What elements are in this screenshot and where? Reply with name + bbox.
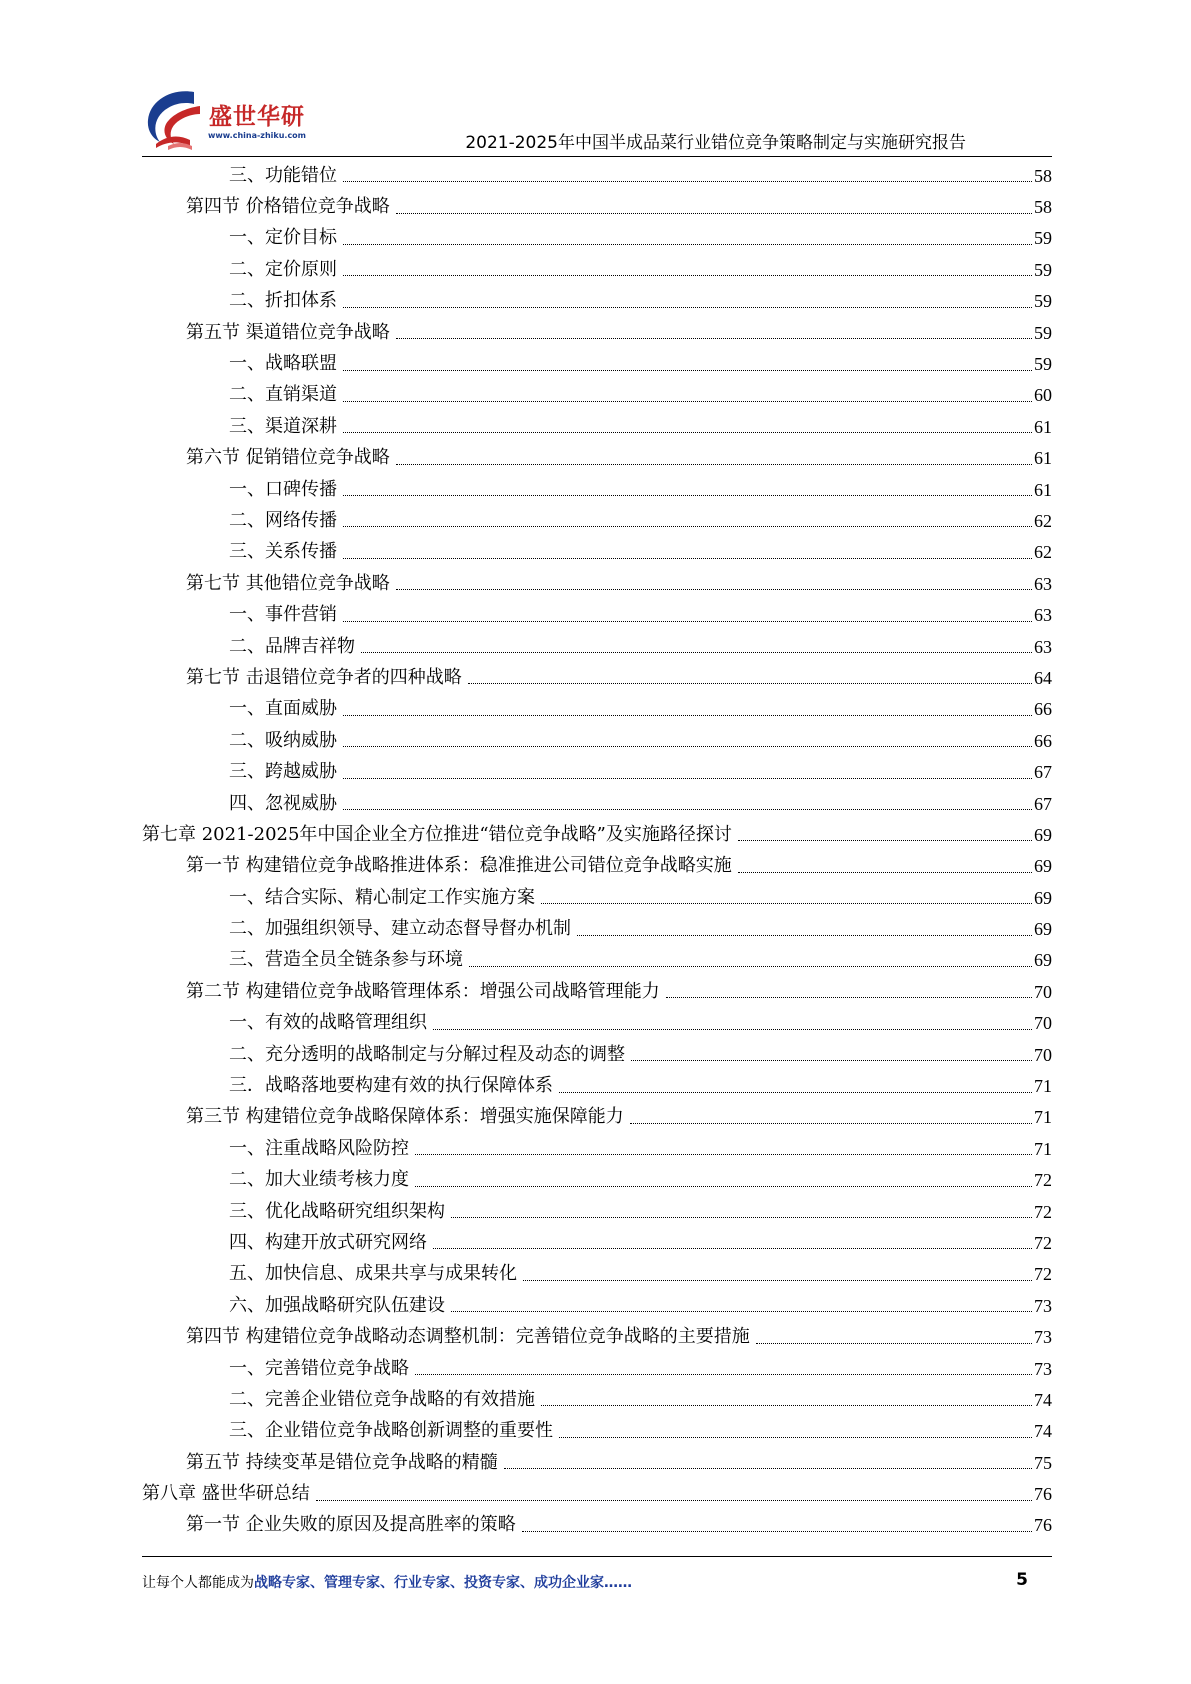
toc-subsection-entry[interactable] bbox=[142, 1259, 1052, 1290]
toc-section-entry[interactable] bbox=[142, 191, 1052, 222]
page-footer bbox=[142, 1572, 1052, 1596]
toc-entry-label: 一、事件营销 bbox=[229, 604, 337, 626]
toc-entry-label: 一、战略联盟 bbox=[229, 353, 337, 375]
toc-dot-leader bbox=[559, 1092, 1032, 1093]
toc-entry-label: 四、忽视威胁 bbox=[229, 792, 337, 814]
toc-subsection-entry[interactable] bbox=[142, 1196, 1052, 1227]
toc-entry-label: 一、有效的战略管理组织 bbox=[229, 1012, 427, 1034]
toc-dot-leader bbox=[756, 1343, 1032, 1344]
toc-entry-page: 73 bbox=[1034, 1327, 1052, 1348]
toc-entry-page: 63 bbox=[1034, 605, 1052, 626]
toc-subsection-entry[interactable] bbox=[142, 1070, 1052, 1101]
toc-section-entry[interactable] bbox=[142, 1447, 1052, 1478]
toc-subsection-entry[interactable] bbox=[142, 1416, 1052, 1447]
toc-subsection-entry[interactable] bbox=[142, 1133, 1052, 1164]
toc-subsection-entry[interactable] bbox=[142, 1384, 1052, 1415]
toc-dot-leader bbox=[396, 589, 1032, 590]
toc-section-entry[interactable] bbox=[142, 568, 1052, 599]
toc-dot-leader bbox=[666, 997, 1032, 998]
toc-entry-page: 69 bbox=[1034, 919, 1052, 940]
table-of-contents bbox=[142, 160, 1052, 1541]
toc-entry-label: 二、充分透明的战略制定与分解过程及动态的调整 bbox=[229, 1043, 625, 1065]
toc-dot-leader bbox=[343, 778, 1032, 779]
toc-entry-page: 69 bbox=[1034, 856, 1052, 877]
logo-brand-text: 盛世华研 bbox=[209, 104, 305, 130]
toc-entry-label: 一、结合实际、精心制定工作实施方案 bbox=[229, 886, 535, 908]
toc-dot-leader bbox=[738, 872, 1032, 873]
toc-subsection-entry[interactable] bbox=[142, 788, 1052, 819]
toc-dot-leader bbox=[504, 1468, 1032, 1469]
toc-subsection-entry[interactable] bbox=[142, 474, 1052, 505]
toc-entry-page: 76 bbox=[1034, 1515, 1052, 1536]
footer-divider bbox=[142, 1556, 1052, 1557]
toc-entry-label: 一、定价目标 bbox=[229, 227, 337, 249]
toc-entry-page: 71 bbox=[1034, 1138, 1052, 1159]
toc-entry-label: 二、完善企业错位竞争战略的有效措施 bbox=[229, 1388, 535, 1410]
toc-subsection-entry[interactable] bbox=[142, 411, 1052, 442]
toc-entry-page: 72 bbox=[1034, 1232, 1052, 1253]
toc-dot-leader bbox=[631, 1060, 1032, 1061]
toc-dot-leader bbox=[559, 1437, 1032, 1438]
toc-subsection-entry[interactable] bbox=[142, 254, 1052, 285]
toc-dot-leader bbox=[541, 1405, 1032, 1406]
toc-entry-page: 66 bbox=[1034, 699, 1052, 720]
toc-entry-page: 59 bbox=[1034, 291, 1052, 312]
toc-entry-page: 70 bbox=[1034, 981, 1052, 1002]
toc-section-entry[interactable] bbox=[142, 443, 1052, 474]
company-logo bbox=[142, 86, 312, 152]
toc-subsection-entry[interactable] bbox=[142, 631, 1052, 662]
toc-dot-leader bbox=[361, 652, 1032, 653]
toc-entry-label: 二、吸纳威胁 bbox=[229, 729, 337, 751]
toc-subsection-entry[interactable] bbox=[142, 348, 1052, 379]
toc-entry-page: 74 bbox=[1034, 1389, 1052, 1410]
toc-entry-label: 二、网络传播 bbox=[229, 509, 337, 531]
toc-entry-label: 二、定价原则 bbox=[229, 258, 337, 280]
toc-dot-leader bbox=[396, 464, 1032, 465]
toc-dot-leader bbox=[630, 1123, 1032, 1124]
toc-entry-page: 74 bbox=[1034, 1421, 1052, 1442]
toc-entry-label: 第五节 持续变革是错位竞争战略的精髓 bbox=[186, 1451, 498, 1473]
toc-entry-page: 70 bbox=[1034, 1044, 1052, 1065]
toc-dot-leader bbox=[343, 432, 1032, 433]
toc-dot-leader bbox=[343, 809, 1032, 810]
toc-entry-page: 62 bbox=[1034, 542, 1052, 563]
toc-entry-page: 59 bbox=[1034, 259, 1052, 280]
toc-entry-label: 第一节 构建错位竞争战略推进体系：稳准推进公司错位竞争战略实施 bbox=[186, 855, 732, 877]
toc-entry-page: 70 bbox=[1034, 1013, 1052, 1034]
toc-dot-leader bbox=[396, 338, 1032, 339]
toc-entry-label: 第二节 构建错位竞争战略管理体系：增强公司战略管理能力 bbox=[186, 980, 660, 1002]
toc-entry-label: 第一节 企业失败的原因及提高胜率的策略 bbox=[186, 1514, 516, 1536]
toc-dot-leader bbox=[343, 244, 1032, 245]
toc-dot-leader bbox=[523, 1280, 1032, 1281]
toc-dot-leader bbox=[451, 1217, 1032, 1218]
toc-section-entry[interactable] bbox=[142, 1510, 1052, 1541]
toc-entry-label: 二、加强组织领导、建立动态督导督办机制 bbox=[229, 918, 571, 940]
toc-entry-page: 73 bbox=[1034, 1358, 1052, 1379]
toc-dot-leader bbox=[433, 1248, 1032, 1249]
toc-subsection-entry[interactable] bbox=[142, 505, 1052, 536]
toc-entry-page: 72 bbox=[1034, 1201, 1052, 1222]
toc-entry-page: 63 bbox=[1034, 636, 1052, 657]
toc-entry-label: 三、功能错位 bbox=[229, 164, 337, 186]
toc-section-entry[interactable] bbox=[142, 851, 1052, 882]
toc-entry-label: 三、优化战略研究组织架构 bbox=[229, 1200, 445, 1222]
toc-entry-page: 73 bbox=[1034, 1295, 1052, 1316]
footer-slogan bbox=[142, 1572, 632, 1592]
toc-subsection-entry[interactable] bbox=[142, 1227, 1052, 1258]
toc-entry-label: 二、品牌吉祥物 bbox=[229, 635, 355, 657]
toc-entry-label: 一、完善错位竞争战略 bbox=[229, 1357, 409, 1379]
toc-section-entry[interactable] bbox=[142, 1102, 1052, 1133]
report-title: 2021-2025年中国半成品菜行业错位竞争策略制定与实施研究报告 bbox=[465, 133, 966, 153]
page-header bbox=[142, 82, 1052, 158]
toc-dot-leader bbox=[415, 1374, 1032, 1375]
toc-dot-leader bbox=[343, 558, 1032, 559]
toc-dot-leader bbox=[343, 621, 1032, 622]
page-number: 5 bbox=[1016, 1570, 1028, 1590]
toc-entry-page: 69 bbox=[1034, 887, 1052, 908]
toc-entry-page: 61 bbox=[1034, 479, 1052, 500]
toc-dot-leader bbox=[415, 1186, 1032, 1187]
toc-entry-page: 69 bbox=[1034, 950, 1052, 971]
toc-entry-label: 二、折扣体系 bbox=[229, 290, 337, 312]
toc-subsection-entry[interactable] bbox=[142, 537, 1052, 568]
toc-dot-leader bbox=[343, 495, 1032, 496]
toc-subsection-entry[interactable] bbox=[142, 223, 1052, 254]
toc-entry-label: 第七节 其他错位竞争战略 bbox=[186, 572, 390, 594]
toc-entry-label: 二、直销渠道 bbox=[229, 384, 337, 406]
toc-entry-page: 72 bbox=[1034, 1264, 1052, 1285]
toc-dot-leader bbox=[343, 401, 1032, 402]
toc-subsection-entry[interactable] bbox=[142, 599, 1052, 630]
toc-entry-page: 63 bbox=[1034, 573, 1052, 594]
toc-entry-page: 69 bbox=[1034, 824, 1052, 845]
toc-entry-label: 第三节 构建错位竞争战略保障体系：增强实施保障能力 bbox=[186, 1106, 624, 1128]
toc-dot-leader bbox=[343, 370, 1032, 371]
toc-entry-label: 三．战略落地要构建有效的执行保障体系 bbox=[229, 1075, 553, 1097]
toc-entry-page: 61 bbox=[1034, 416, 1052, 437]
toc-entry-label: 六、加强战略研究队伍建设 bbox=[229, 1294, 445, 1316]
toc-entry-page: 66 bbox=[1034, 730, 1052, 751]
toc-dot-leader bbox=[343, 526, 1032, 527]
toc-entry-page: 64 bbox=[1034, 667, 1052, 688]
toc-entry-label: 三、跨越威胁 bbox=[229, 761, 337, 783]
toc-entry-label: 一、注重战略风险防控 bbox=[229, 1137, 409, 1159]
toc-entry-page: 71 bbox=[1034, 1076, 1052, 1097]
toc-entry-page: 71 bbox=[1034, 1107, 1052, 1128]
toc-dot-leader bbox=[343, 746, 1032, 747]
toc-dot-leader bbox=[577, 935, 1032, 936]
toc-subsection-entry[interactable] bbox=[142, 756, 1052, 787]
toc-subsection-entry[interactable] bbox=[142, 1008, 1052, 1039]
toc-section-entry[interactable] bbox=[142, 1321, 1052, 1352]
toc-dot-leader bbox=[316, 1500, 1032, 1501]
toc-dot-leader bbox=[468, 683, 1032, 684]
toc-entry-label: 五、加快信息、成果共享与成果转化 bbox=[229, 1263, 517, 1285]
toc-subsection-entry[interactable] bbox=[142, 160, 1052, 191]
toc-entry-label: 第七节 击退错位竞争者的四种战略 bbox=[186, 666, 462, 688]
toc-entry-page: 60 bbox=[1034, 385, 1052, 406]
toc-section-entry[interactable] bbox=[142, 662, 1052, 693]
toc-subsection-entry[interactable] bbox=[142, 725, 1052, 756]
toc-entry-label: 第五节 渠道错位竞争战略 bbox=[186, 321, 390, 343]
toc-entry-page: 61 bbox=[1034, 448, 1052, 469]
toc-subsection-entry[interactable] bbox=[142, 945, 1052, 976]
toc-entry-label: 三、企业错位竞争战略创新调整的重要性 bbox=[229, 1420, 553, 1442]
toc-dot-leader bbox=[343, 715, 1032, 716]
toc-entry-label: 三、关系传播 bbox=[229, 541, 337, 563]
slogan-prefix: 让每个人都能成为 bbox=[142, 1575, 254, 1591]
toc-subsection-entry[interactable] bbox=[142, 1039, 1052, 1070]
toc-entry-page: 72 bbox=[1034, 1170, 1052, 1191]
toc-entry-label: 三、营造全员全链条参与环境 bbox=[229, 949, 463, 971]
toc-entry-page: 62 bbox=[1034, 510, 1052, 531]
toc-entry-label: 一、直面威胁 bbox=[229, 698, 337, 720]
toc-dot-leader bbox=[541, 903, 1032, 904]
toc-subsection-entry[interactable] bbox=[142, 913, 1052, 944]
toc-section-entry[interactable] bbox=[142, 317, 1052, 348]
toc-dot-leader bbox=[415, 1154, 1032, 1155]
toc-subsection-entry[interactable] bbox=[142, 286, 1052, 317]
header-divider bbox=[142, 156, 1052, 157]
toc-entry-label: 一、口碑传播 bbox=[229, 478, 337, 500]
toc-entry-label: 第八章 盛世华研总结 bbox=[142, 1483, 310, 1505]
toc-subsection-entry[interactable] bbox=[142, 882, 1052, 913]
toc-dot-leader bbox=[469, 966, 1032, 967]
toc-entry-label: 三、渠道深耕 bbox=[229, 415, 337, 437]
toc-entry-page: 59 bbox=[1034, 322, 1052, 343]
toc-dot-leader bbox=[396, 213, 1032, 214]
toc-entry-page: 75 bbox=[1034, 1452, 1052, 1473]
toc-subsection-entry[interactable] bbox=[142, 694, 1052, 725]
toc-dot-leader bbox=[451, 1311, 1032, 1312]
toc-dot-leader bbox=[522, 1531, 1032, 1532]
toc-dot-leader bbox=[343, 275, 1032, 276]
toc-dot-leader bbox=[433, 1029, 1032, 1030]
toc-entry-page: 67 bbox=[1034, 793, 1052, 814]
toc-entry-page: 59 bbox=[1034, 354, 1052, 375]
toc-entry-label: 第四节 价格错位竞争战略 bbox=[186, 196, 390, 218]
toc-entry-label: 二、加大业绩考核力度 bbox=[229, 1169, 409, 1191]
toc-entry-page: 59 bbox=[1034, 228, 1052, 249]
logo-emblem-icon bbox=[142, 86, 212, 152]
toc-entry-page: 58 bbox=[1034, 197, 1052, 218]
toc-subsection-entry[interactable] bbox=[142, 380, 1052, 411]
toc-entry-page: 76 bbox=[1034, 1484, 1052, 1505]
toc-subsection-entry[interactable] bbox=[142, 1290, 1052, 1321]
toc-entry-label: 第七章 2021-2025年中国企业全方位推进“错位竞争战略”及实施路径探讨 bbox=[142, 823, 732, 845]
toc-dot-leader bbox=[343, 307, 1032, 308]
toc-entry-label: 四、构建开放式研究网络 bbox=[229, 1231, 427, 1253]
toc-entry-label: 第四节 构建错位竞争战略动态调整机制：完善错位竞争战略的主要措施 bbox=[186, 1326, 750, 1348]
toc-subsection-entry[interactable] bbox=[142, 1353, 1052, 1384]
toc-chapter-entry[interactable] bbox=[142, 1478, 1052, 1509]
toc-dot-leader bbox=[738, 840, 1032, 841]
toc-entry-label: 第六节 促销错位竞争战略 bbox=[186, 447, 390, 469]
toc-subsection-entry[interactable] bbox=[142, 1165, 1052, 1196]
logo-url-text: www.china-zhiku.com bbox=[208, 131, 307, 140]
toc-entry-page: 58 bbox=[1034, 165, 1052, 186]
slogan-highlight: 战略专家、管理专家、行业专家、投资专家、成功企业家…… bbox=[254, 1575, 632, 1591]
toc-entry-page: 67 bbox=[1034, 762, 1052, 783]
toc-chapter-entry[interactable] bbox=[142, 819, 1052, 850]
toc-section-entry[interactable] bbox=[142, 976, 1052, 1007]
toc-dot-leader bbox=[343, 181, 1032, 182]
